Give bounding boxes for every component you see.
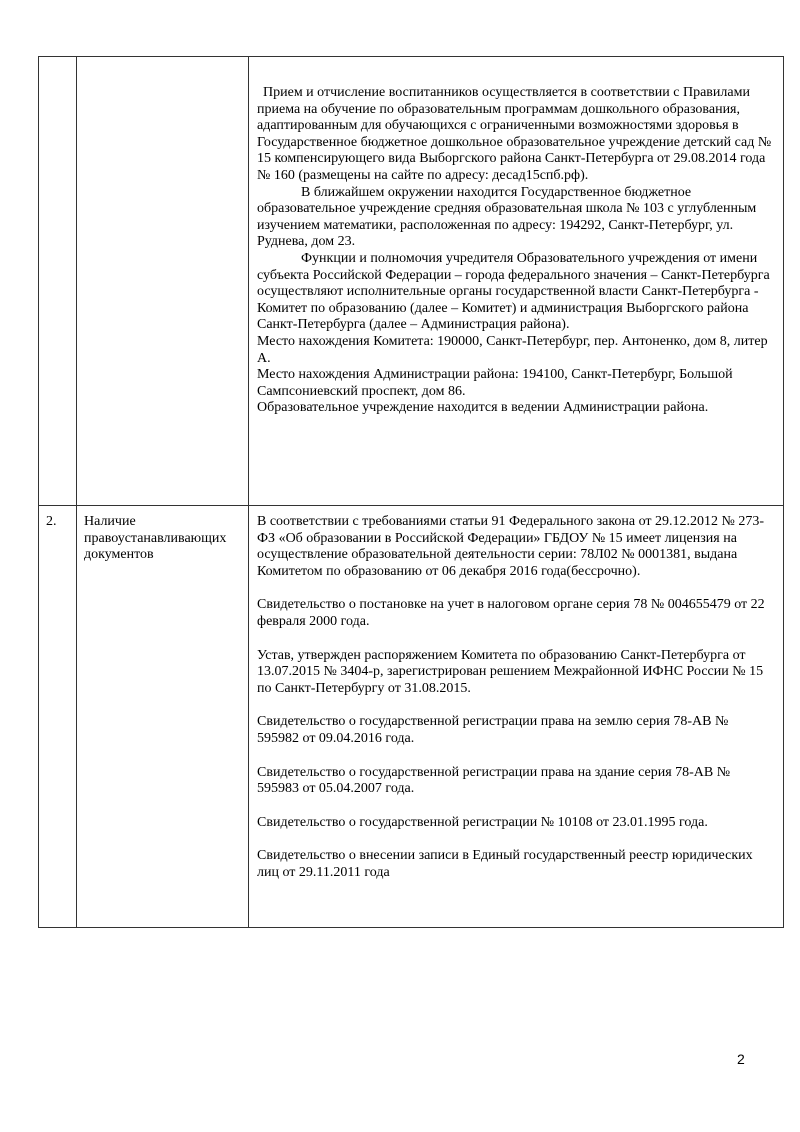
- paragraph: Устав, утвержден распоряжением Комитета по образованию Санкт-Петербурга от 13.07.2015 № 3404-р, зарегистрирован решением Межрайонной ИФНС России № 15 по Санкт-Петербургу от 31.08.2015.: [257, 647, 764, 696]
- paragraph: Прием и отчисление воспитанников осуществляется в соответствии с Правилами приема на обучение по образовательным программам дошкольного образования, адаптированным для обучающихся с ограниченными возможностями здоровья в Государственное бюджетное дошкольное образовательное учреждение детский сад № 15 компенсирующего вида Выборгского района Санкт-Петербурга от 29.08.2014 года № 160 (размещены на сайте по адресу: десад15спб.рф).: [257, 85, 772, 183]
- paragraph: В ближайшем окружении находится Государственное бюджетное образовательное учреждение средняя образовательная школа № 103 с углубленным изучением математики, расположенная по адресу: 194292, Санкт-Петербург, ул. Руднева, дом 23.: [257, 184, 757, 250]
- paragraph: Свидетельство о постановке на учет в налоговом органе серия 78 № 004655479 от 22 февраля 2000 года.: [257, 597, 765, 629]
- table-row: [39, 57, 784, 506]
- paragraph: Свидетельство о государственной регистрации № 10108 от 23.01.1995 года.: [257, 814, 708, 830]
- paragraph: Место нахождения Администрации района: 194100, Санкт-Петербург, Большой Сампсониевский проспект, дом 86.: [257, 367, 733, 399]
- paragraph: Место нахождения Комитета: 190000, Санкт-Петербург, пер. Антоненко, дом 8, литер А.: [257, 333, 768, 366]
- paragraph: Свидетельство о государственной регистрации права на землю серия 78-АВ № 595982 от 09.04.2016 года.: [257, 714, 729, 746]
- page-number: 2: [737, 1051, 745, 1067]
- row-name-cell: Наличие правоустанавливающих документов: [77, 506, 249, 928]
- paragraph: Свидетельство о внесении записи в Единый государственный реестр юридических лиц от 29.11.2011 года: [257, 848, 753, 880]
- row-content-cell: [249, 57, 784, 506]
- paragraph: Функции и полномочия учредителя Образовательного учреждения от имени субъекта Российской Федерации – города федерального значения – Санкт-Петербурга осуществляют исполнительные органы государственной власти Санкт-Петербурга - Комитет по образованию (далее – Комитет) и администрация Выборгского района Санкт-Петербурга (далее – Администрация района).: [257, 250, 770, 333]
- row-number-cell: 2.: [39, 506, 77, 928]
- row-name-cell: [77, 57, 249, 506]
- paragraph: В соответствии с требованиями статьи 91 Федерального закона от 29.12.2012 № 273-ФЗ «Об образовании в Российской Федерации» ГБДОУ № 15 имеет лицензия на осуществление образовательной деятельности серии: 78Л02 № 0001381, выдана Комитетом по образованию от 06 декабря 2016 года(бессрочно).: [257, 514, 765, 579]
- paragraph: Свидетельство о государственной регистрации права на здание серия 78-АВ № 595983 от 05.04.2007 года.: [257, 764, 731, 797]
- row-content-cell: [249, 506, 784, 928]
- info-table: [38, 56, 784, 928]
- paragraph: Образовательное учреждение находится в ведении Администрации района.: [257, 400, 709, 416]
- table-row: [39, 506, 784, 928]
- row-number-cell: [39, 57, 77, 506]
